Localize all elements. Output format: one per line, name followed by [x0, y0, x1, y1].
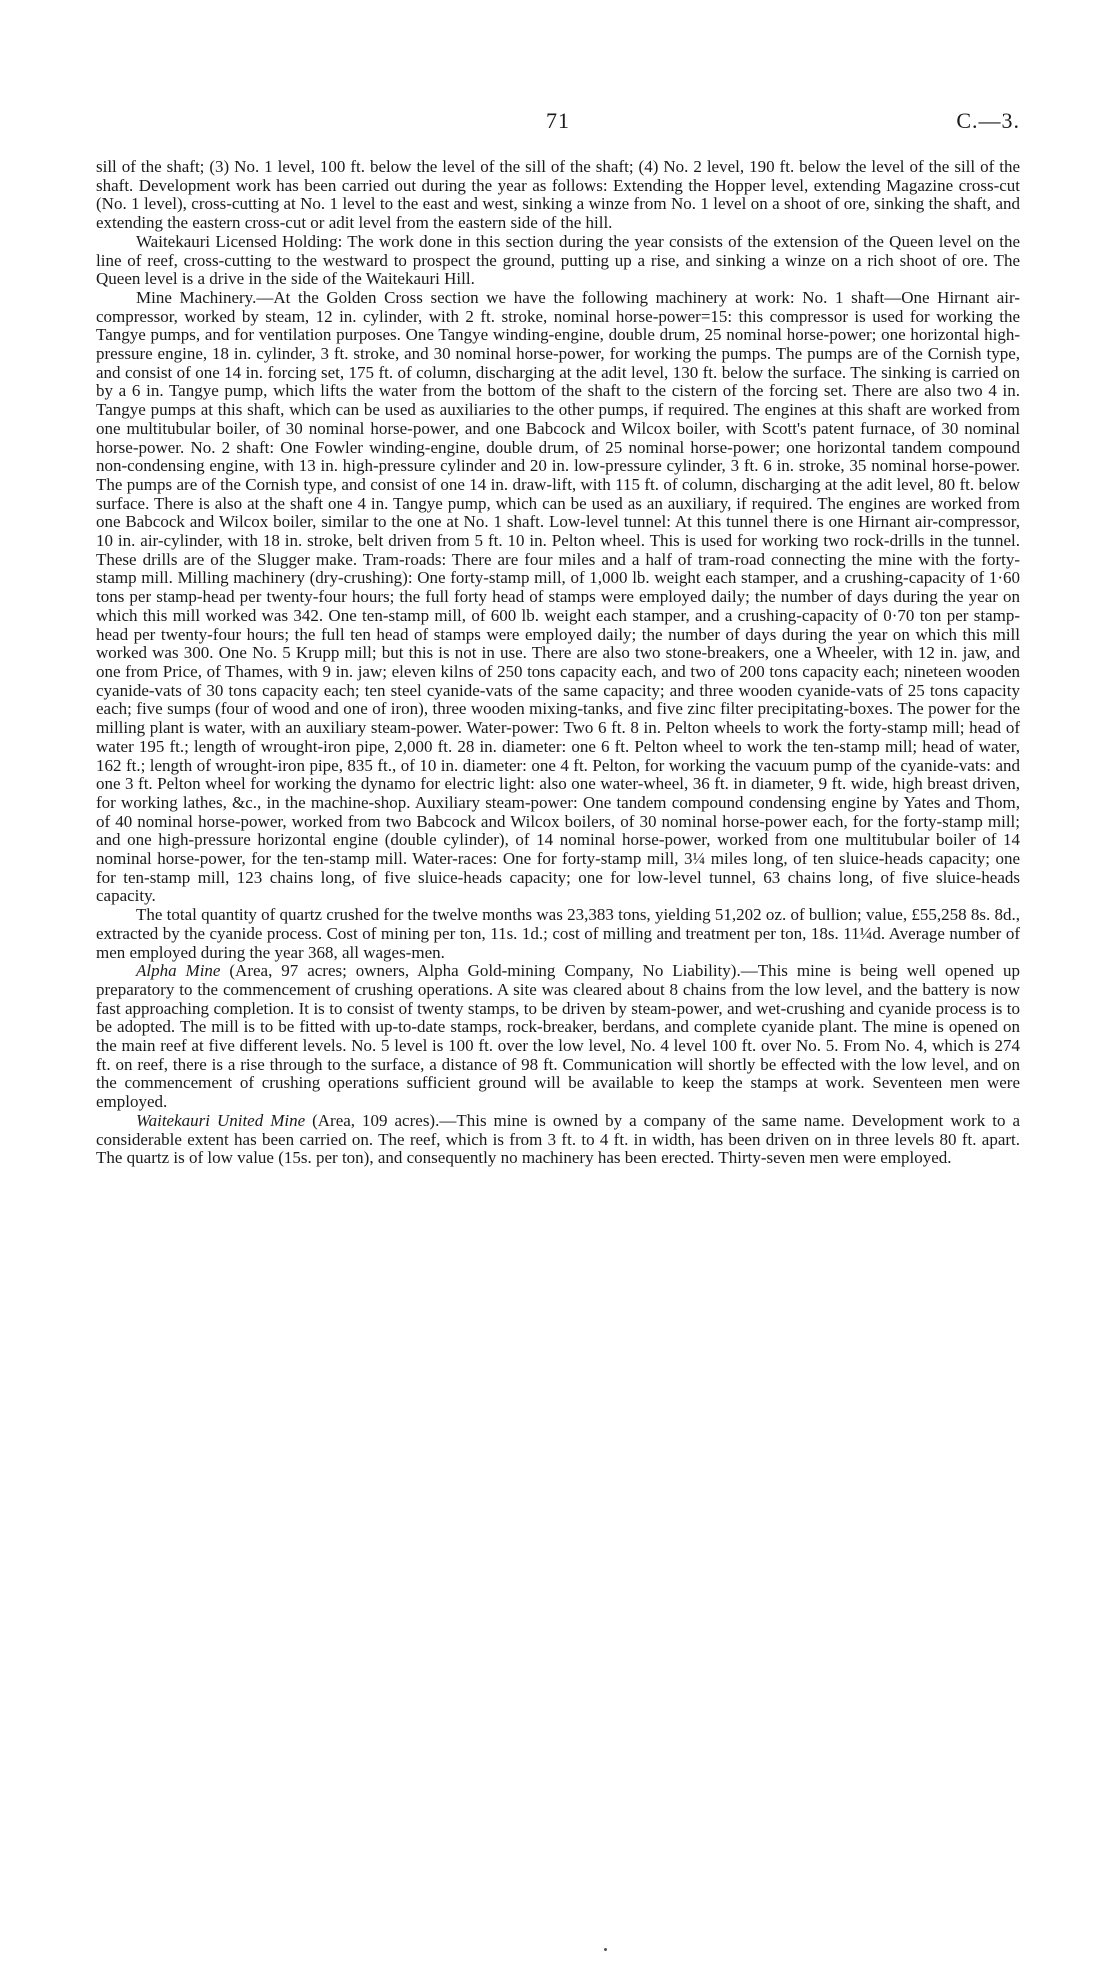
paragraph-licensed-holding: Waitekauri Licensed Holding: The work done in this section during the year consists of the extension of the Queen level on the line of reef, cross-cutting to the westward to prospect the ground, putting up a rise, and sinking a winze on a rich shoot of ore. The Queen level is a drive in the side of the Waitekauri Hill.	[96, 231, 1020, 289]
paragraph-mine-machinery: Mine Machinery.—At the Golden Cross section we have the following machinery at work: No. 1 shaft—One Hirnant air-compressor, worked by steam, 12 in. cylinder, with 2 ft. stroke, nominal horse-power=15: this compressor is used for working the Tangye pumps, and for ventilation purposes. One Tangye winding-engine, double drum, 25 nominal horse-power; one horizontal high-pressure engine, 18 in. cylinder, 3 ft. stroke, and 30 nominal horse-power, for working the pumps. The pumps are of the Cornish type, and consist of one 14 in. forcing set, 175 ft. of column, discharging at the adit level, 130 ft. below the surface. The sinking is carried on by a 6 in. Tangye pump, which lifts the water from the bottom of the shaft to the cistern of the forcing set. There are also two 4 in. Tangye pumps at this shaft, which can be used as auxiliaries to the other pumps, if required. The engines at this shaft are worked from one multitubular boiler, of 30 nominal horse-power, and one Babcock and Wilcox boiler, with Scott's patent furnace, of 30 nominal horse-power. No. 2 shaft: One Fowler winding-engine, double drum, of 25 nominal horse-power; one horizontal tandem compound non-condensing engine, with 13 in. high-pressure cylinder and 20 in. low-pressure cylinder, 3 ft. 6 in. stroke, 35 nominal horse-power. The pumps are of the Cornish type, and consist of one 14 in. draw-lift, with 115 ft. of column, discharging at the adit level, 80 ft. below surface. There is also at the shaft one 4 in. Tangye pump, which can be used as an auxiliary, if required. The engines are worked from one Babcock and Wilcox boiler, similar to the one at No. 1 shaft. Low-level tunnel: At this tunnel there is one Hirnant air-compressor, 10 in. air-cylinder, with 18 in. stroke, belt driven from 5 ft. 10 in. Pelton wheel. This is used for working two rock-drills in the tunnel. These drills are of the Slugger make. Tram-roads: There are four miles and a half of tram-road connecting the mine with the forty-stamp mill. Milling machinery (dry-crushing): One forty-stamp mill, of 1,000 lb. weight each stamper, and a crushing-capacity of 1·60 tons per stamp-head per twenty-four hours; the full forty head of stamps were employed daily; the number of days during the year on which this mill worked was 342. One ten-stamp mill, of 600 lb. weight each stamper, and a crushing-capacity of 0·70 ton per stamp-head per twenty-four hours; the full ten head of stamps were employed daily; the number of days during the year on which this mill worked was 300. One No. 5 Krupp mill; but this is not in use. There are also two stone-breakers, one a Wheeler, with 12 in. jaw, and one from Price, of Thames, with 9 in. jaw; eleven kilns of 250 tons capacity each, and two of 200 tons capacity each; nineteen wooden cyanide-vats of 30 tons capacity each; ten steel cyanide-vats of the same capacity; and three wooden cyanide-vats of 25 tons capacity each; five sumps (four of wood and one of iron), three wooden mixing-tanks, and five zinc filter precipitating-boxes. The power for the milling plant is water, with an auxiliary steam-power. Water-power: Two 6 ft. 8 in. Pelton wheels to work the forty-stamp mill; head of water 195 ft.; length of wrought-iron pipe, 2,000 ft. 28 in. diameter: one 6 ft. Pelton wheel to work the ten-stamp mill; head of water, 162 ft.; length of wrought-iron pipe, 835 ft., of 10 in. diameter: one 4 ft. Pelton, for working the vacuum pump of the cyanide-vats: and one 3 ft. Pelton wheel for working the dynamo for electric light: also one water-wheel, 36 ft. in diameter, 9 ft. wide, high breast driven, for working lathes, &c., in the machine-shop. Auxiliary steam-power: One tandem compound condensing engine by Yates and Thom, of 40 nominal horse-power, worked from two Babcock and Wilcox boilers, of 30 nominal horse-power each, for the forty-stamp mill; and one high-pressure horizontal engine (double cylinder), of 14 nominal horse-power, worked from one multitubular boiler of 14 nominal horse-power, for the ten-stamp mill. Water-races: One for forty-stamp mill, 3¼ miles long, of ten sluice-heads capacity; one for ten-stamp mill, 123 chains long, of five sluice-heads capacity; one for low-level tunnel, 63 chains long, of five sluice-heads capacity.	[96, 287, 1020, 906]
paragraph-alpha-mine	[96, 962, 1020, 1112]
waitekauri-united-text: (Area, 109 acres).—This mine is owned by a company of the same name. Development work to a considerable extent has been carried on. The reef, which is from 3 ft. to 4 ft. in width, has been driven on in three levels 80 ft. apart. The quartz is of low value (15s. per ton), and consequently no machinery has been erected. Thirty-seven men were employed.	[96, 1110, 1020, 1168]
alpha-mine-text: (Area, 97 acres; owners, Alpha Gold-mining Company, No Liability).—This mine is being well opened up preparatory to the commencement of crushing operations. A site was cleared about 8 chains from the low level, and the battery is now fast approaching completion. It is to consist of twenty stamps, to be driven by steam-power, and wet-crushing and cyanide process is to be adopted. The mill is to be fitted with up-to-date stamps, rock-breaker, berdans, and complete cyanide plant. The mine is opened on the main reef at five different levels. No. 5 level is 100 ft. over the low level, No. 4 level 100 ft. over No. 5. From No. 4, which is 274 ft. on reef, there is a rise through to the surface, a distance of 98 ft. Communication will shortly be effected with the low level, and on the commencement of crushing operations sufficient ground will be available to keep the stamps at work. Seventeen men were employed.	[96, 961, 1020, 1112]
alpha-mine-name: Alpha Mine	[136, 961, 221, 981]
footer-mark	[604, 1948, 607, 1951]
document-reference: C.—3.	[956, 108, 1020, 133]
paragraph-shaft-levels: sill of the shaft; (3) No. 1 level, 100 ft. below the level of the sill of the shaft; (4) No. 2 level, 190 ft. below the level of the sill of the shaft. Development work has been carried out during the year as follows: Extending the Hopper level, extending Magazine cross-cut (No. 1 level), cross-cutting at No. 1 level to the east and west, sinking a winze from No. 1 level on a shoot of ore, sinking the shaft, and extending the eastern cross-cut or adit level from the eastern side of the hill.	[96, 157, 1020, 233]
body-text	[96, 158, 1020, 1168]
paragraph-waitekauri-united	[96, 1112, 1020, 1168]
page-number: 71	[546, 108, 570, 133]
paragraph-quartz-totals: The total quantity of quartz crushed for the twelve months was 23,383 tons, yielding 51,202 oz. of bullion; value, £55,258 8s. 8d., extracted by the cyanide process. Cost of mining per ton, 11s. 1d.; cost of milling and treatment per ton, 18s. 11¼d. Average number of men employed during the year 368, all wages-men.	[96, 905, 1020, 962]
page-header	[96, 108, 1020, 140]
waitekauri-united-name: Waitekauri United Mine	[136, 1110, 306, 1130]
